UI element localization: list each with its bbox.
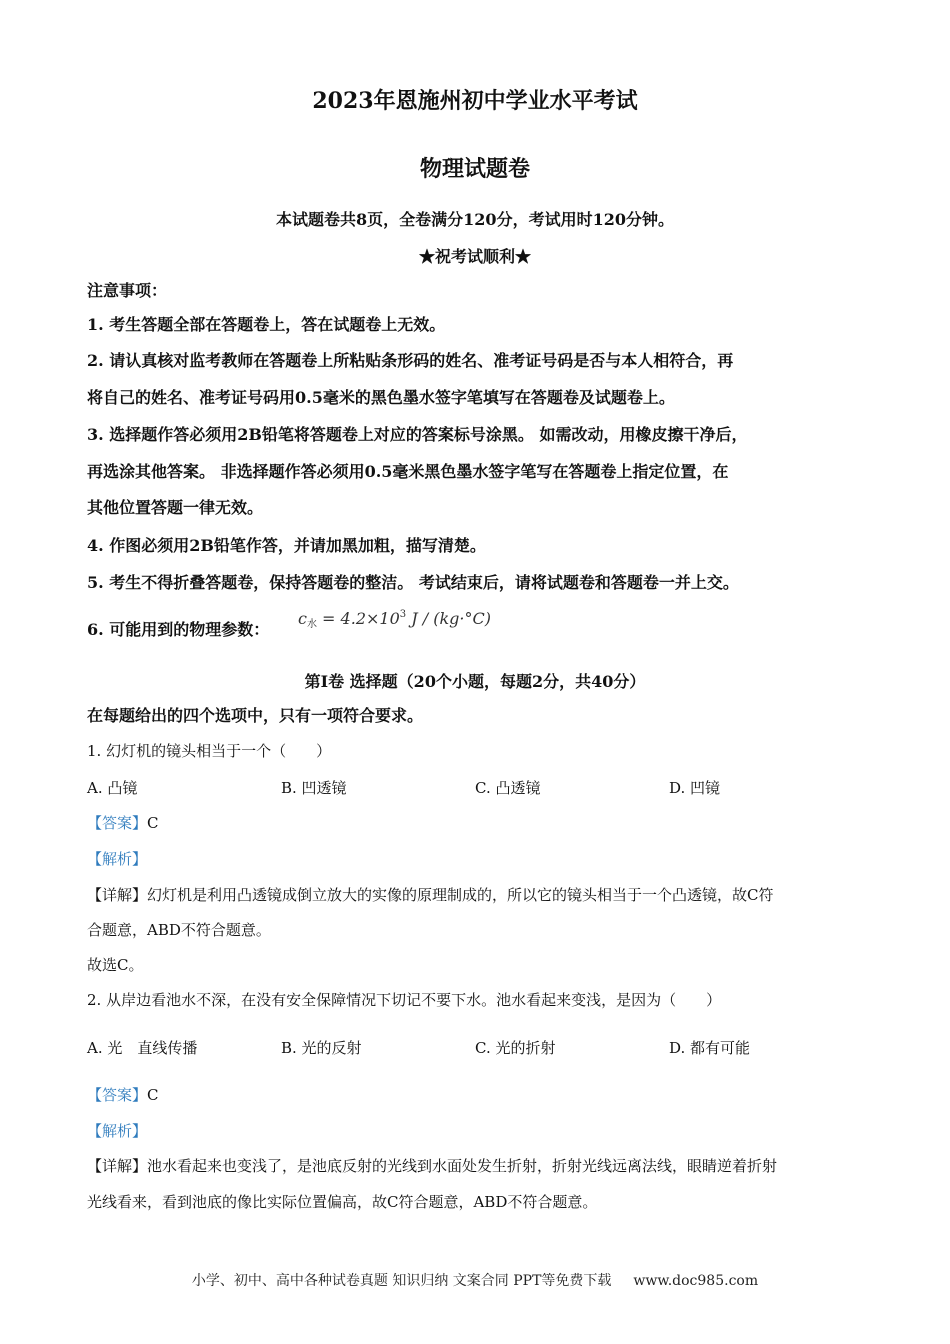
question-stem: 2. 从岸边看池水不深，在没有安全保障情况下切记不要下水。池水看起来变浅，是因为（ ） <box>87 991 722 1009</box>
option-a: A. 凸镜 <box>87 779 138 797</box>
note-line: 1. 考生答题全部在答题卷上，答在试题卷上无效。 <box>87 315 446 334</box>
detail-line: 光线看来，看到池底的像比实际位置偏高，故C符合题意，ABD不符合题意。 <box>87 1193 598 1211</box>
detail-line <box>87 1155 777 1177</box>
answer-tag: 【答案】 <box>87 814 148 832</box>
question-stem: 1. 幻灯机的镜头相当于一个（ ） <box>87 742 332 760</box>
option-b: B. 光的反射 <box>281 1039 362 1057</box>
detail-text: 池水看起来也变浅了，是池底反射的光线到水面处发生折射，折射光线远离法线，眼睛逆着折射 <box>147 1157 778 1175</box>
detail-line <box>87 884 774 906</box>
detail-text: 幻灯机是利用凸透镜成倒立放大的实像的原理制成的，所以它的镜头相当于一个凸透镜，故C符 <box>147 886 774 904</box>
exam-wish: ★祝考试顺利★ <box>418 247 531 266</box>
footer-text: 小学、初中、高中各种试卷真题 知识归纳 文案合同 PPT等免费下载 <box>191 1273 612 1289</box>
formula-exponent: 3 <box>399 609 407 620</box>
note-line: 2. 请认真核对监考教师在答题卷上所粘贴条形码的姓名、准考证号码是否与本人相符合，再 <box>87 351 734 370</box>
page-footer <box>0 1270 950 1290</box>
note-line: 5. 考生不得折叠答题卷，保持答题卷的整洁。 考试结束后，请将试题卷和答题卷一并上交。 <box>87 573 739 592</box>
section-title: 第I卷 选择题（20个小题，每题2分，共40分） <box>304 672 646 691</box>
answer-value: C <box>147 814 159 832</box>
exam-title: 2023年恩施州初中学业水平考试 <box>312 88 638 114</box>
formula-symbol: c <box>298 609 307 628</box>
detail-tag: 【详解】 <box>87 1157 148 1175</box>
section-instruction: 在每题给出的四个选项中，只有一项符合要求。 <box>87 706 424 725</box>
answer-value: C <box>147 1086 159 1104</box>
formula-unit: J / (kg·°C) <box>406 609 491 628</box>
answer-row <box>87 812 159 834</box>
answer-row <box>87 1084 159 1106</box>
analysis-tag: 【解析】 <box>87 850 148 868</box>
detail-tag: 【详解】 <box>87 886 148 904</box>
notes-heading: 注意事项： <box>87 281 168 300</box>
param-label: 6. 可能用到的物理参数： <box>87 620 270 639</box>
note-line: 将自己的姓名、准考证号码用0.5毫米的黑色墨水签字笔填写在答题卷及试题卷上。 <box>87 388 675 407</box>
analysis-tag: 【解析】 <box>87 1122 148 1140</box>
note-line: 其他位置答题一律无效。 <box>87 498 264 517</box>
detail-line: 合题意，ABD不符合题意。 <box>87 921 271 939</box>
option-c: C. 凸透镜 <box>475 779 541 797</box>
answer-tag: 【答案】 <box>87 1086 148 1104</box>
option-c: C. 光的折射 <box>475 1039 556 1057</box>
option-d: D. 凹镜 <box>669 779 721 797</box>
option-d: D. 都有可能 <box>669 1039 751 1057</box>
option-b: B. 凹透镜 <box>281 779 347 797</box>
footer-url[interactable]: www.doc985.com <box>633 1273 759 1289</box>
note-line: 3. 选择题作答必须用2B铅笔将答题卷上对应的答案标号涂黑。 如需改动，用橡皮擦干净后， <box>87 425 748 444</box>
note-line: 4. 作图必须用2B铅笔作答，并请加黑加粗，描写清楚。 <box>87 536 486 555</box>
option-a: A. 光 直线传播 <box>87 1039 198 1057</box>
detail-line: 故选C。 <box>87 956 144 974</box>
water-heat-capacity-formula <box>298 609 491 630</box>
note-line: 再选涂其他答案。 非选择题作答必须用0.5毫米黑色墨水签字笔写在答题卷上指定位置，在 <box>87 462 729 481</box>
exam-info: 本试题卷共8页，全卷满分120分，考试用时120分钟。 <box>276 210 674 229</box>
formula-value: = 4.2×10 <box>316 609 400 628</box>
exam-subtitle: 物理试题卷 <box>419 156 530 182</box>
formula-subscript: 水 <box>306 619 317 630</box>
